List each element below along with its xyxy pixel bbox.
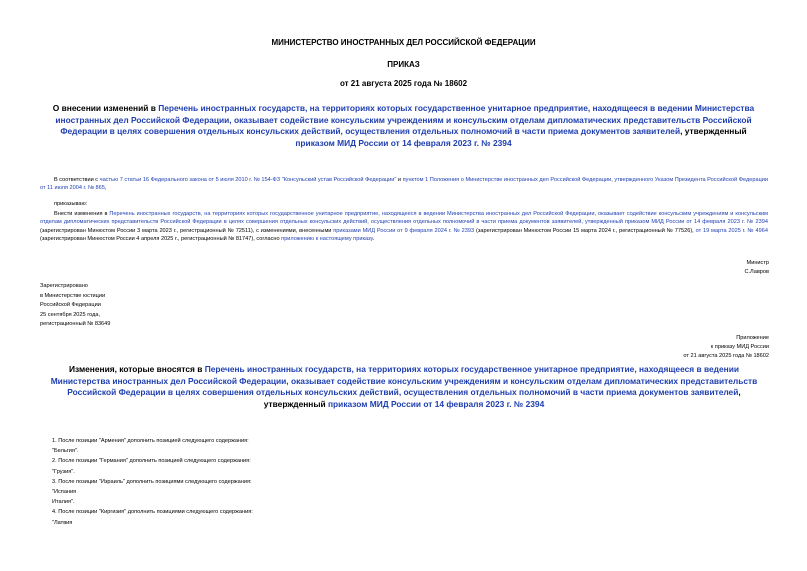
appendix-title-middle: , утвержденный <box>263 387 741 409</box>
appendix-title-list-link[interactable]: Перечень иностранных государств, на территориях которых государственное унитарное предприятие, находящееся в ведении Министерства иностранных дел Российской Федерации, оказывает содействие консульским учреждениям и консульским отделам дипломатических представительств Российской Федерации в целях совершения отдельных консульских действий, осуществления отдельных полномочий в части приема документов заявителей <box>50 364 758 397</box>
body-text: . <box>372 236 375 243</box>
body-text: (зарегистрирован Минюстом России 3 марта 2023 г., регистрационный № 72511), с изменениями, внесенными <box>40 227 334 234</box>
list-item: "Испания <box>52 489 77 496</box>
body-list-link[interactable]: Перечень иностранных государств, на территориях которых государственное унитарное предприятие, находящееся в ведении Министерства иностранных дел Российской Федерации, оказывает содействие консульским учреждениям и консульским отделам дипломатических представительств Российской Федерации в целях совершения отдельных консульских действий, осуществления отдельных полномочий в части приема документов заявителей, утвержденный приказом МИД России от 14 февраля 2023 г. № 2394 <box>40 211 768 226</box>
list-item: 4. После позиции "Киргизия" дополнить позициями следующего содержания: <box>52 509 253 516</box>
registration-line: Российской Федерации <box>40 302 101 308</box>
order-title-prefix: О внесении изменений в <box>52 103 159 113</box>
ministry-heading: МИНИСТЕРСТВО ИНОСТРАННЫХ ДЕЛ РОССИЙСКОЙ ФЕДЕРАЦИИ <box>271 38 536 47</box>
order-heading: ПРИКАЗ <box>387 60 420 69</box>
order-title-list-link[interactable]: Перечень иностранных государств, на территориях которых государственное унитарное предприятие, находящееся в ведении Министерства иностранных дел Российской Федерации, оказывает содействие консульским учреждениям и консульским отделам дипломатических представительств Российской Федерации в целях совершения отдельных консульских действий, осуществления отдельных полномочий в части приема документов заявителей <box>55 103 755 136</box>
appendix-line: Приложение <box>736 335 769 341</box>
list-item: 1. После позиции "Армения" дополнить позицией следующего содержания: <box>52 438 249 444</box>
preamble-text: В соответствии с <box>54 177 100 183</box>
registration-block <box>40 282 110 330</box>
list-item: "Латвия <box>52 519 73 526</box>
appendix-block <box>683 334 769 361</box>
order-word: приказываю: <box>54 201 88 207</box>
body-text: Внести изменения в <box>54 211 110 217</box>
list-item: 3. После позиции "Израиль" дополнить позициями следующего содержания: <box>52 478 252 485</box>
preamble-text: и <box>396 177 403 183</box>
registration-line: Зарегистрировано <box>40 283 88 289</box>
order-title <box>50 103 757 149</box>
signature-name: С.Лавров <box>744 268 769 275</box>
signature-block <box>744 259 769 276</box>
appendix-line: к приказу МИД России <box>710 344 769 350</box>
appendix-title-order-link[interactable]: приказом МИД России от 14 февраля 2023 г. № 2394 <box>328 398 545 409</box>
appendix-title <box>40 364 768 410</box>
order-title-order-link[interactable]: приказом МИД России от 14 февраля 2023 г. № 2394 <box>295 137 512 148</box>
list-item: "Грузия". <box>52 468 75 475</box>
order-title-middle: , утвержденный <box>680 126 747 136</box>
list-item: "Бельгия". <box>52 448 79 455</box>
body-text: (зарегистрирован Минюстом России 4 апреля 2025 г., регистрационный № 81747), согласно <box>40 236 282 243</box>
registration-line: 25 сентября 2025 года, <box>40 311 101 318</box>
body-order-2025-link[interactable]: от 19 марта 2025 г. № 4964 <box>695 227 768 234</box>
body-orders-link[interactable]: приказами МИД России от 9 февраля 2024 г. № 2393 <box>333 227 475 234</box>
changes-list <box>52 436 253 528</box>
preamble-law-link[interactable]: частью 7 статьи 16 Федерального закона от 5 июля 2010 г. № 154-ФЗ "Консульский устав Российской Федерации" <box>99 177 397 183</box>
list-item: Италия". <box>52 499 75 506</box>
preamble-text: , <box>104 185 107 192</box>
preamble-regulation-link[interactable]: пунктом 1 Положения о Министерстве иностранных дел Российской Федерации, утвержденного Указом Президента Российской Федерации от 11 июля 2004 г. № 865 <box>40 177 769 192</box>
appendix-title-prefix: Изменения, которые вносятся в <box>68 364 205 374</box>
order-date-number: от 21 августа 2025 года № 18602 <box>339 79 468 88</box>
list-item: 2. После позиции "Германия" дополнить позицией следующего содержания: <box>52 458 251 465</box>
body-appendix-link[interactable]: приложению к настоящему приказу <box>281 236 373 243</box>
registration-line: в Министерстве юстиции <box>40 292 106 299</box>
body-paragraph <box>40 210 768 244</box>
signature-position: Министр <box>746 260 769 266</box>
body-text: (зарегистрирован Минюстом России 15 марта 2024 г., регистрационный № 77526), <box>474 227 696 234</box>
registration-line: регистрационный № 83649 <box>40 321 111 327</box>
appendix-line: от 21 августа 2025 года № 18602 <box>683 353 769 359</box>
preamble-paragraph <box>40 176 768 193</box>
